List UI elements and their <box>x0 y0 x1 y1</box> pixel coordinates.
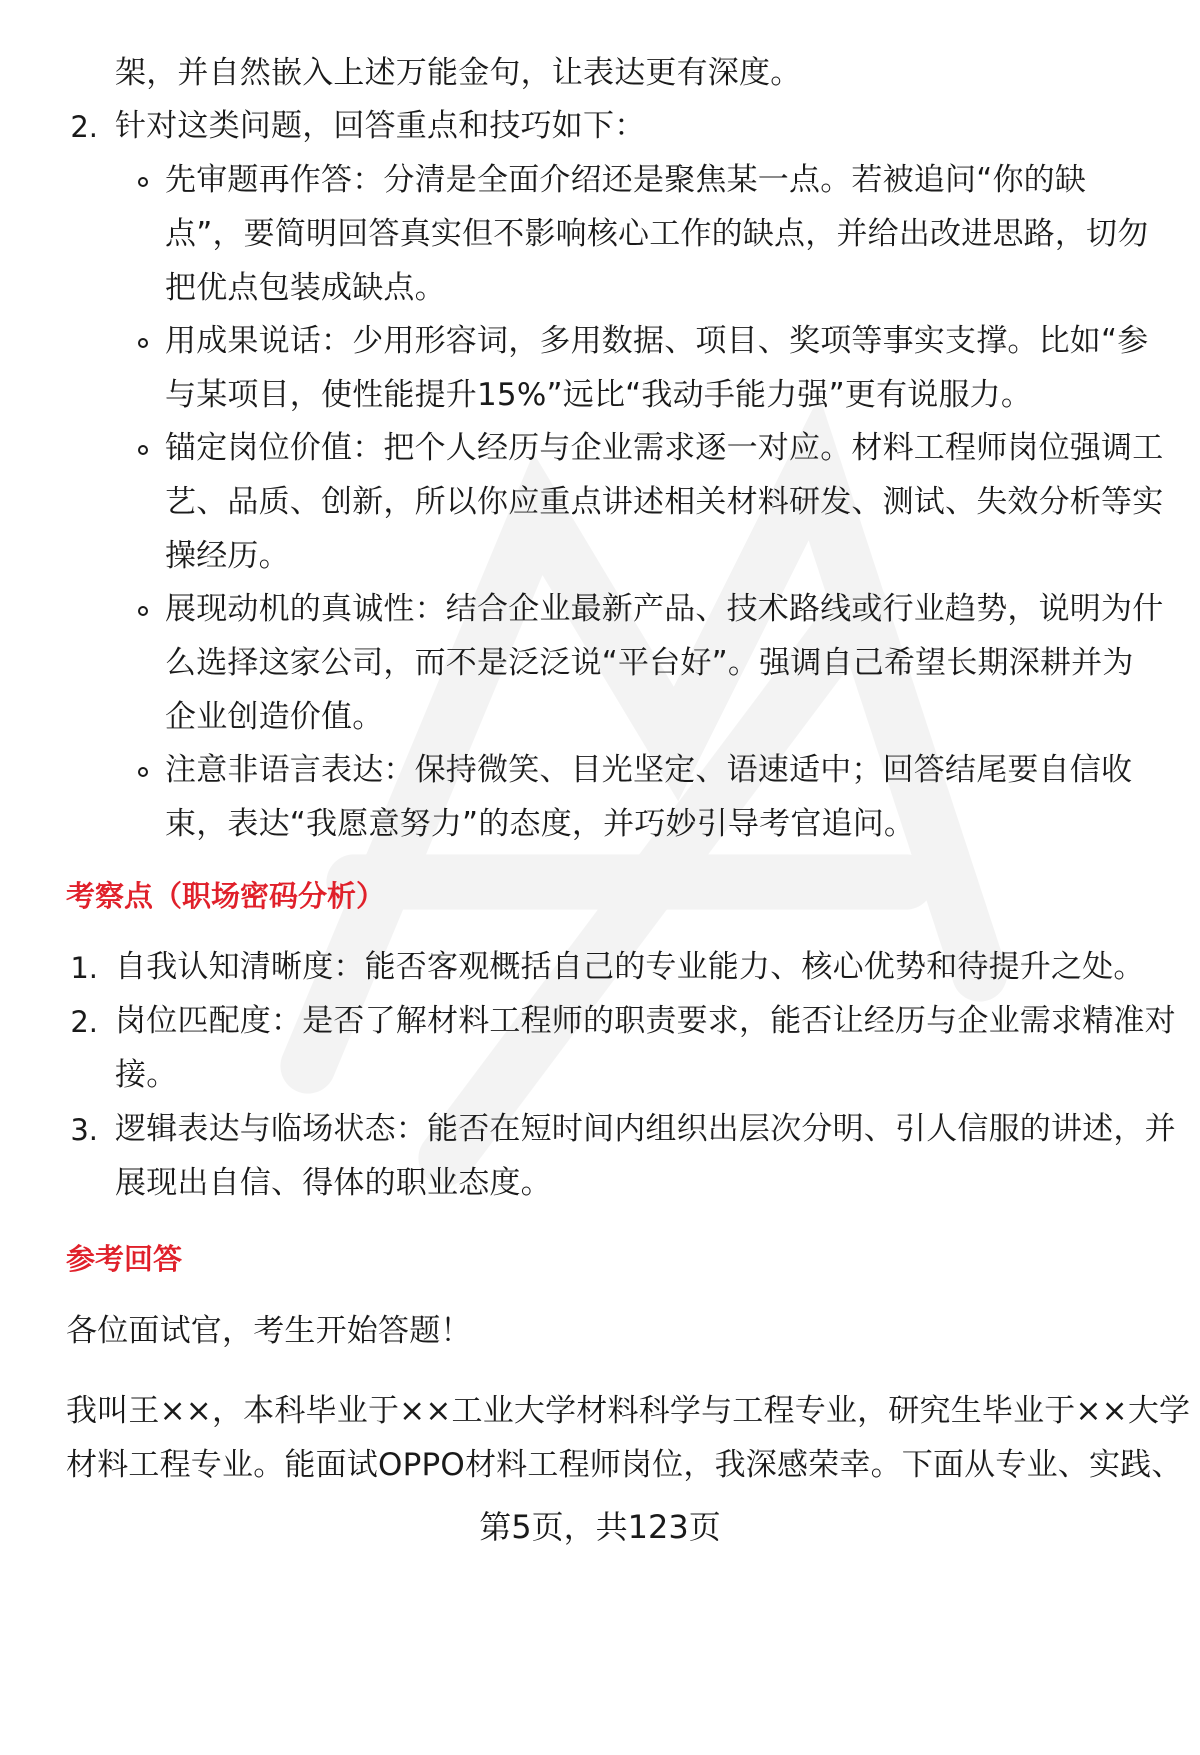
list-number: 1. <box>70 951 98 985</box>
list-number: 2. <box>70 110 98 144</box>
bullet-icon <box>138 338 148 348</box>
bullet-icon <box>138 606 148 616</box>
page-number-footer: 第5页，共123页 <box>479 1508 721 1546</box>
tip-line: 锚定岗位价值：把个人经历与企业需求逐一对应。材料工程师岗位强调工 <box>165 430 1164 466</box>
point-line: 逻辑表达与临场状态：能否在短时间内组织出层次分明、引人信服的讲述，并 <box>115 1111 1176 1147</box>
section-heading-answer: 参考回答 <box>66 1242 183 1276</box>
tip-line: 艺、品质、创新，所以你应重点讲述相关材料研发、测试、失效分析等实 <box>165 484 1164 520</box>
point-line: 展现出自信、得体的职业态度。 <box>115 1165 552 1201</box>
tip-line: 操经历。 <box>165 538 290 574</box>
tip-line: 与某项目，使性能提升15%”远比“我动手能力强”更有说服力。 <box>165 377 1033 413</box>
tip-line: 注意非语言表达：保持微笑、目光坚定、语速适中；回答结尾要自信收 <box>165 752 1133 788</box>
tip-line: 展现动机的真诚性：结合企业最新产品、技术路线或行业趋势，说明为什 <box>165 591 1164 627</box>
point-line: 自我认知清晰度：能否客观概括自己的专业能力、核心优势和待提升之处。 <box>115 949 1145 985</box>
answer-greeting: 各位面试官，考生开始答题！ <box>66 1313 472 1349</box>
bullet-icon <box>138 445 148 455</box>
tip-line: 把优点包装成缺点。 <box>165 270 446 306</box>
answer-paragraph-line: 材料工程专业。能面试OPPO材料工程师岗位，我深感荣幸。下面从专业、实践、 <box>66 1447 1183 1483</box>
tip-line: 企业创造价值。 <box>165 699 384 735</box>
intro-tail-text: 架，并自然嵌入上述万能金句，让表达更有深度。 <box>115 55 802 91</box>
list-number: 2. <box>70 1005 98 1039</box>
list-number: 3. <box>70 1113 98 1147</box>
tip-line: 束，表达“我愿意努力”的态度，并巧妙引导考官追问。 <box>165 806 916 842</box>
tips-title: 针对这类问题，回答重点和技巧如下： <box>115 108 646 144</box>
bullet-icon <box>138 177 148 187</box>
tip-line: 先审题再作答：分清是全面介绍还是聚焦某一点。若被追问“你的缺 <box>165 162 1087 198</box>
answer-paragraph-line: 我叫王××，本科毕业于××工业大学材料科学与工程专业，研究生毕业于××大学 <box>66 1393 1191 1429</box>
point-line: 岗位匹配度：是否了解材料工程师的职责要求，能否让经历与企业需求精准对 <box>115 1003 1176 1039</box>
tip-line: 么选择这家公司，而不是泛泛说“平台好”。强调自己希望长期深耕并为 <box>165 645 1134 681</box>
bullet-icon <box>138 767 148 777</box>
tip-line: 用成果说话：少用形容词，多用数据、项目、奖项等事实支撑。比如“参 <box>165 323 1149 359</box>
section-heading-points: 考察点（职场密码分析） <box>66 879 386 913</box>
point-line: 接。 <box>115 1057 178 1093</box>
tip-line: 点”，要简明回答真实但不影响核心工作的缺点，并给出改进思路，切勿 <box>165 216 1149 252</box>
